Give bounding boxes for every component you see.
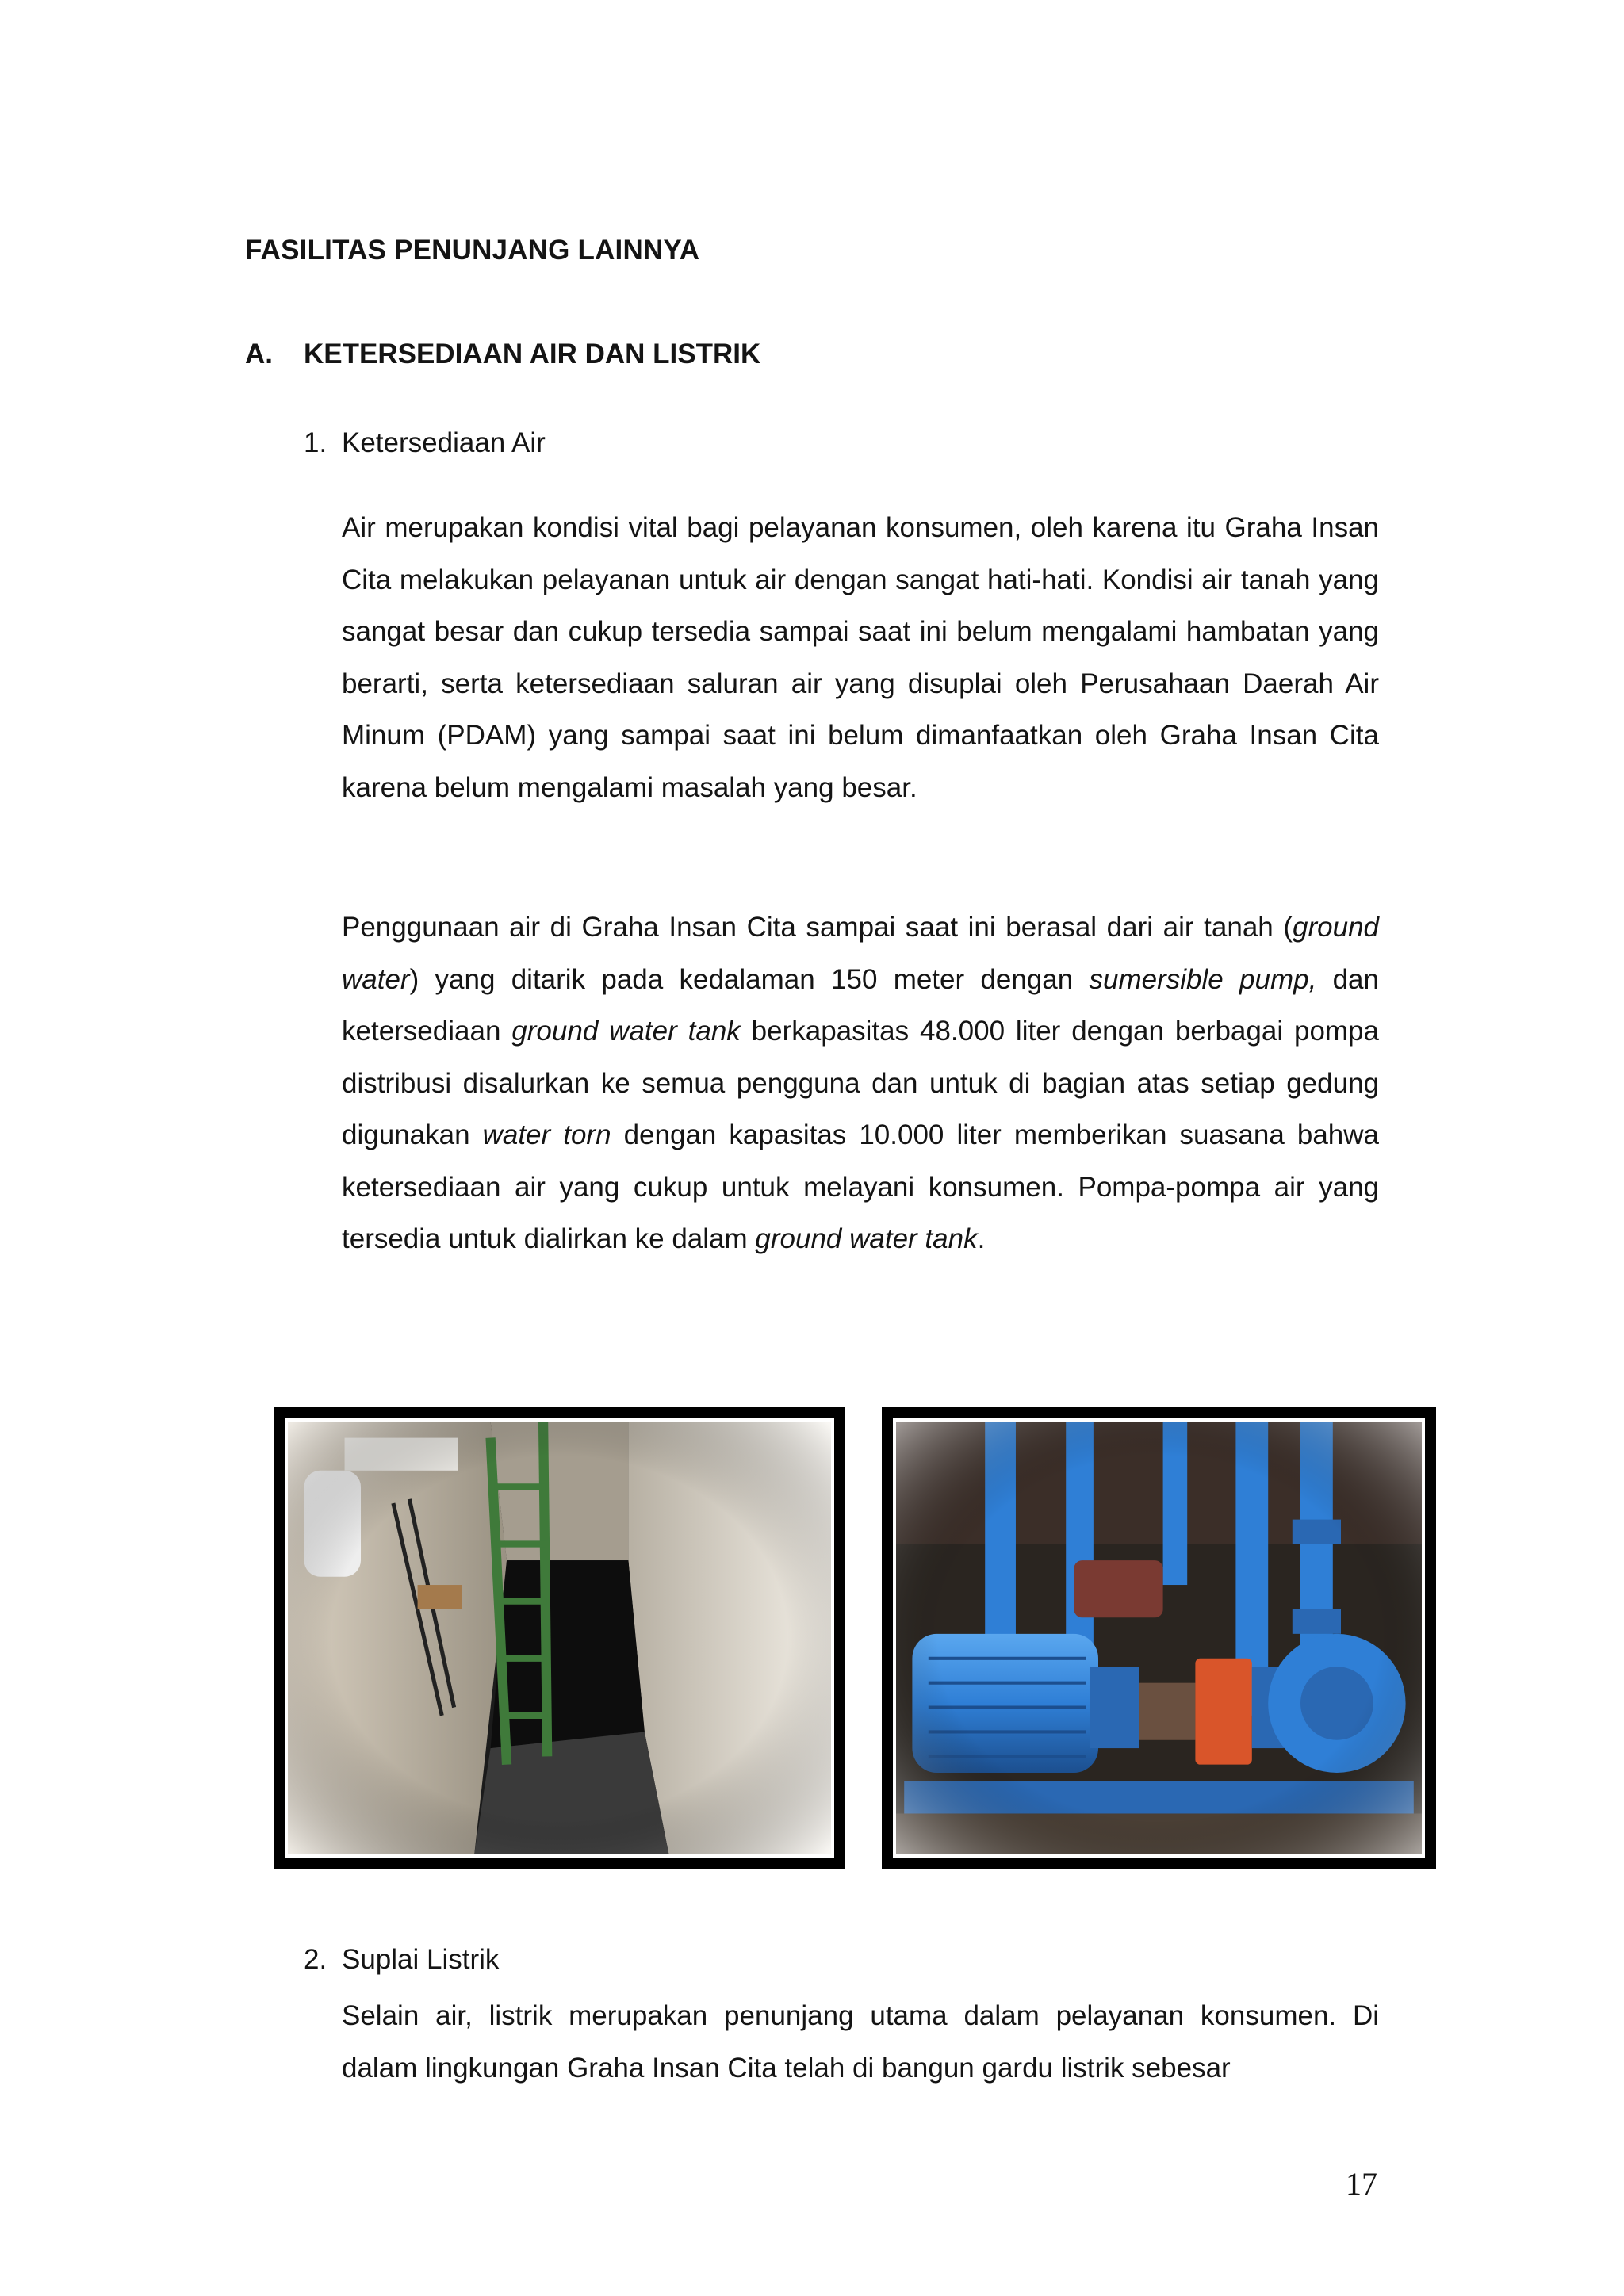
- subsection-heading-text: Ketersediaan Air: [342, 427, 546, 458]
- section-heading: [245, 339, 760, 370]
- paragraph-text: berkapasitas 48.000 liter dengan berbagai pompa distribusi disalurkan ke semua pengguna dan untuk di bagian atas setiap gedung digunakan: [342, 1016, 1379, 1150]
- subsection-heading-water: [304, 427, 546, 459]
- photo-water-tank-frame: [274, 1407, 845, 1869]
- italic-term: ground water tank: [755, 1223, 978, 1254]
- photo-water-pump: [893, 1418, 1425, 1858]
- subsection-heading-electricity: [304, 1944, 499, 1976]
- section-heading-text: KETERSEDIAAN AIR DAN LISTRIK: [304, 339, 761, 369]
- subsection-number: 2.: [304, 1944, 327, 1975]
- italic-term: sumersible pump,: [1089, 963, 1317, 995]
- section-number: A.: [245, 339, 273, 369]
- page-number: 17: [1346, 2166, 1377, 2202]
- photo-water-tank: [285, 1418, 834, 1858]
- paragraph-electricity: Selain air, listrik merupakan penunjang utama dalam pelayanan konsumen. Di dalam lingkungan Graha Insan Cita telah di bangun gardu listrik sebesar: [342, 2000, 1379, 2084]
- paragraph-text: dengan kapasitas 10.000 liter memberikan suasana bahwa ketersediaan air yang cukup untuk melayani konsumen. Pompa-pompa air yang tersedia untuk dialirkan ke dalam: [342, 1119, 1380, 1254]
- paragraph-water-condition: Air merupakan kondisi vital bagi pelayanan konsumen, oleh karena itu Graha Insan Cita melakukan pelayanan untuk air dengan sangat hati-hati. Kondisi air tanah yang sangat besar dan cukup tersedia sampai saat ini belum mengalami hambatan yang berarti, serta ketersediaan saluran air yang disuplai oleh Perusahaan Daerah Air Minum (PDAM) yang sampai saat ini belum dimanfaatkan oleh Graha Insan Cita karena belum mengalami masalah yang besar.: [342, 512, 1379, 803]
- subsection-number: 1.: [304, 427, 327, 458]
- document-title: FASILITAS PENUNJANG LAINNYA: [245, 235, 700, 266]
- subsection-heading-text: Suplai Listrik: [342, 1944, 500, 1975]
- paragraph-text: Penggunaan air di Graha Insan Cita sampai saat ini berasal dari air tanah (: [342, 912, 1293, 943]
- italic-term: ground water tank: [511, 1016, 741, 1047]
- photo-water-pump-frame: [882, 1407, 1436, 1869]
- italic-term: ground water: [342, 912, 1379, 995]
- paragraph-text: .: [977, 1223, 986, 1254]
- paragraph-text: ) yang ditarik pada kedalaman 150 meter dengan: [409, 963, 1090, 995]
- italic-term: water torn: [482, 1119, 611, 1150]
- paragraph-text: dan ketersediaan: [342, 963, 1379, 1047]
- paragraph-water-usage: [342, 901, 1379, 1265]
